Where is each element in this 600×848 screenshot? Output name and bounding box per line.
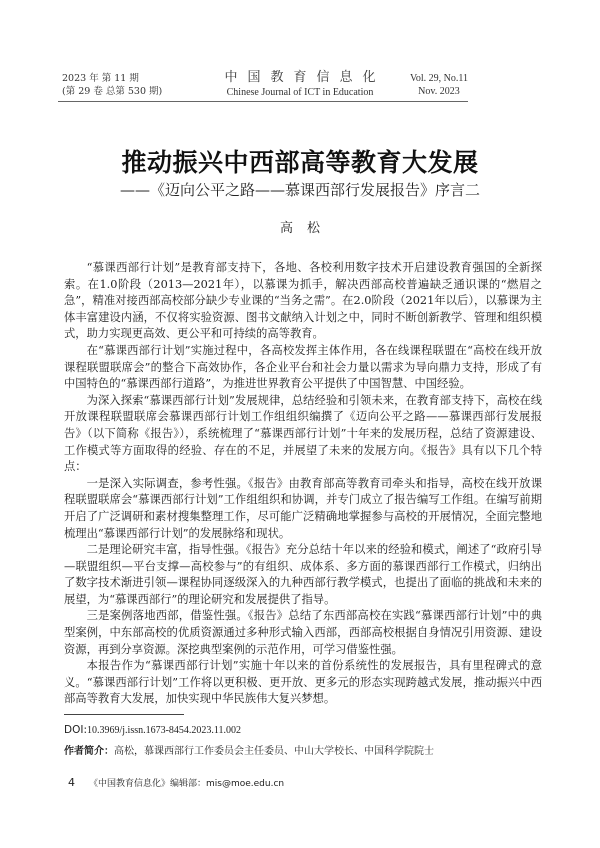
- paragraph: 三是案例落地西部，借鉴性强。《报告》总结了东西部高校在实践“慕课西部行计划”中的典型案例，中东部高校的优质资源通过多种形式输入西部，西部高校根据自身情况引用资源、建设资源，再到分享资源。深挖典型案例的示范作用，可学习借鉴性强。: [64, 609, 542, 656]
- doi-line: [64, 724, 241, 736]
- article-body: [64, 260, 542, 708]
- volume-info: [410, 72, 468, 98]
- page-footer: [68, 776, 284, 789]
- paragraph: 为深入探索“慕课西部行计划”发展规律，总结经验和引领未来，在教育部支持下，高校在线开放课程联盟联席会慕课西部行计划工作组组织编撰了《迈向公平之路——慕课西部行发展报告》（以下简称《报告》），系统梳理了“慕课西部行计划”十年来的发展历程，总结了资源建设、工作模式等方面取得的经验、存在的不足，并展望了未来的发展方向。《报告》具有以下几个特点：: [64, 393, 542, 474]
- issue-line-1: 2023 年 第 11 期: [62, 73, 139, 84]
- doi-label: DOI:: [64, 724, 87, 736]
- author-bio: [64, 742, 434, 757]
- page-number: 4: [68, 776, 75, 789]
- paragraph: 本报告作为“慕课西部行计划”实施十年以来的首份系统性的发展报告，具有里程碑式的意义。“慕课西部行计划”工作将以更积极、更开放、更多元的形态实现跨越式发展，推动振兴中西部高等教育大发展，加快实现中华民族伟大复兴梦想。: [64, 659, 542, 706]
- paragraph: 二是理论研究丰富，指导性强。《报告》充分总结十年以来的经验和模式，阐述了“政府引导—联盟组织—平台支撑—高校参与”的有组织、成体系、多方面的慕课西部行工作模式，归纳出了数字技术渐进引领—课程协同逐级深入的九种西部行教学模式，也提出了面临的挑战和未来的展望，为“慕课西部行”的理论研究和发展提供了指导。: [64, 543, 542, 606]
- issue-line-2: (第 29 卷 总第 530 期): [62, 86, 163, 97]
- article-subtitle: ——《迈向公平之路——慕课西部行发展报告》序言二: [119, 181, 480, 199]
- article-author: 高松: [279, 221, 334, 236]
- header-rule: [58, 101, 468, 102]
- paragraph: “慕课西部行计划”是教育部支持下，各地、各校利用数字技术开启建设教育强国的全新探索。在1.0阶段（2013—2021年），以慕课为抓手，解决西部高校普遍缺乏通识课的“燃眉之急”，精准对接西部高校部分缺少专业课的“当务之需”。在2.0阶段（2021年以后），以慕课为主体丰富建设内涵，不仅将实验资源、图书文献纳入计划之中，同时不断创新教学、管理和组织模式，助力实现更高效、更公平和可持续的高等教育。: [64, 261, 542, 341]
- doi-value[interactable]: 10.3969/j.issn.1673-8454.2023.11.002: [86, 725, 242, 736]
- footnote-rule: [64, 714, 184, 715]
- paragraph: 一是深入实际调查，参考性强。《报告》由教育部高等教育司牵头和指导，高校在线开放课程联盟联席会“慕课西部行计划”工作组组织和协调，并专门成立了报告编写工作组。在编写前期开启了广泛调研和素材搜集整理工作，尽可能广泛精确地掌握参与高校的开展情况，全面完整地梳理出“慕课西部行计划”的发展脉络和现状。: [64, 476, 542, 540]
- author-bio-text: 高松，慕课西部行工作委员会主任委员、中山大学校长、中国科学院院士: [114, 746, 434, 757]
- author-bio-label: 作者简介：: [64, 746, 114, 757]
- journal-name-en: Chinese Journal of ICT in Education: [226, 87, 374, 98]
- footer-contact: 《中国教育信息化》编辑部：mis@moe.edu.cn: [89, 779, 285, 789]
- journal-name-cn: 中国教育信息化: [224, 70, 386, 85]
- volume-line-2: Nov. 2023: [418, 86, 460, 97]
- article-title: 推动振兴中西部高等教育大发展: [121, 148, 479, 177]
- journal-name: [0, 70, 600, 99]
- paragraph: 在“慕课西部行计划”实施过程中，各高校发挥主体作用，各在线课程联盟在“高校在线开放课程联盟联席会”的整合下高效协作，各企业平台和社会力量以需求为导向鼎力支持，形成了有中国特色的“慕课西部行道路”，为推进世界教育公平提供了中国智慧、中国经验。: [64, 343, 542, 391]
- volume-line-1: Vol. 29, No.11: [409, 73, 468, 84]
